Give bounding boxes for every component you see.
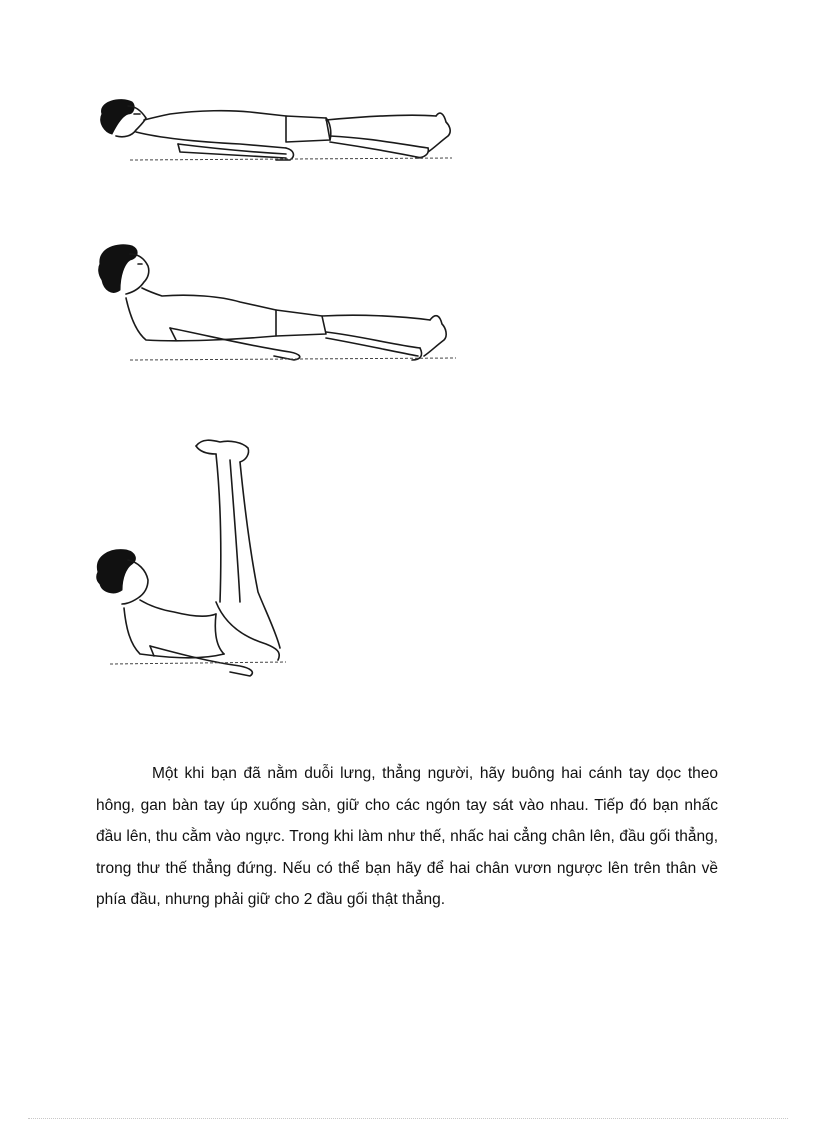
exercise-illustration-head-raised <box>90 236 470 366</box>
page-bottom-divider <box>28 1118 788 1119</box>
exercise-illustration-legs-raised <box>90 432 310 688</box>
exercise-illustration-lying-flat <box>90 92 470 172</box>
exercise-instructions-paragraph: Một khi bạn đã nằm duỗi lưng, thẳng người, hãy buông hai cánh tay dọc theo hông, gan bàn tay úp xuống sàn, giữ cho các ngón tay sát vào nhau. Tiếp đó bạn nhấc đầu lên, thu cằm vào ngực. Trong khi làm như thế, nhấc hai cẳng chân lên, đầu gối thẳng, trong thư thế thẳng đứng. Nếu có thể bạn hãy để hai chân vươn ngược lên trên thân về phía đầu, nhưng phải giữ cho 2 đầu gối thật thẳng. <box>96 765 718 908</box>
